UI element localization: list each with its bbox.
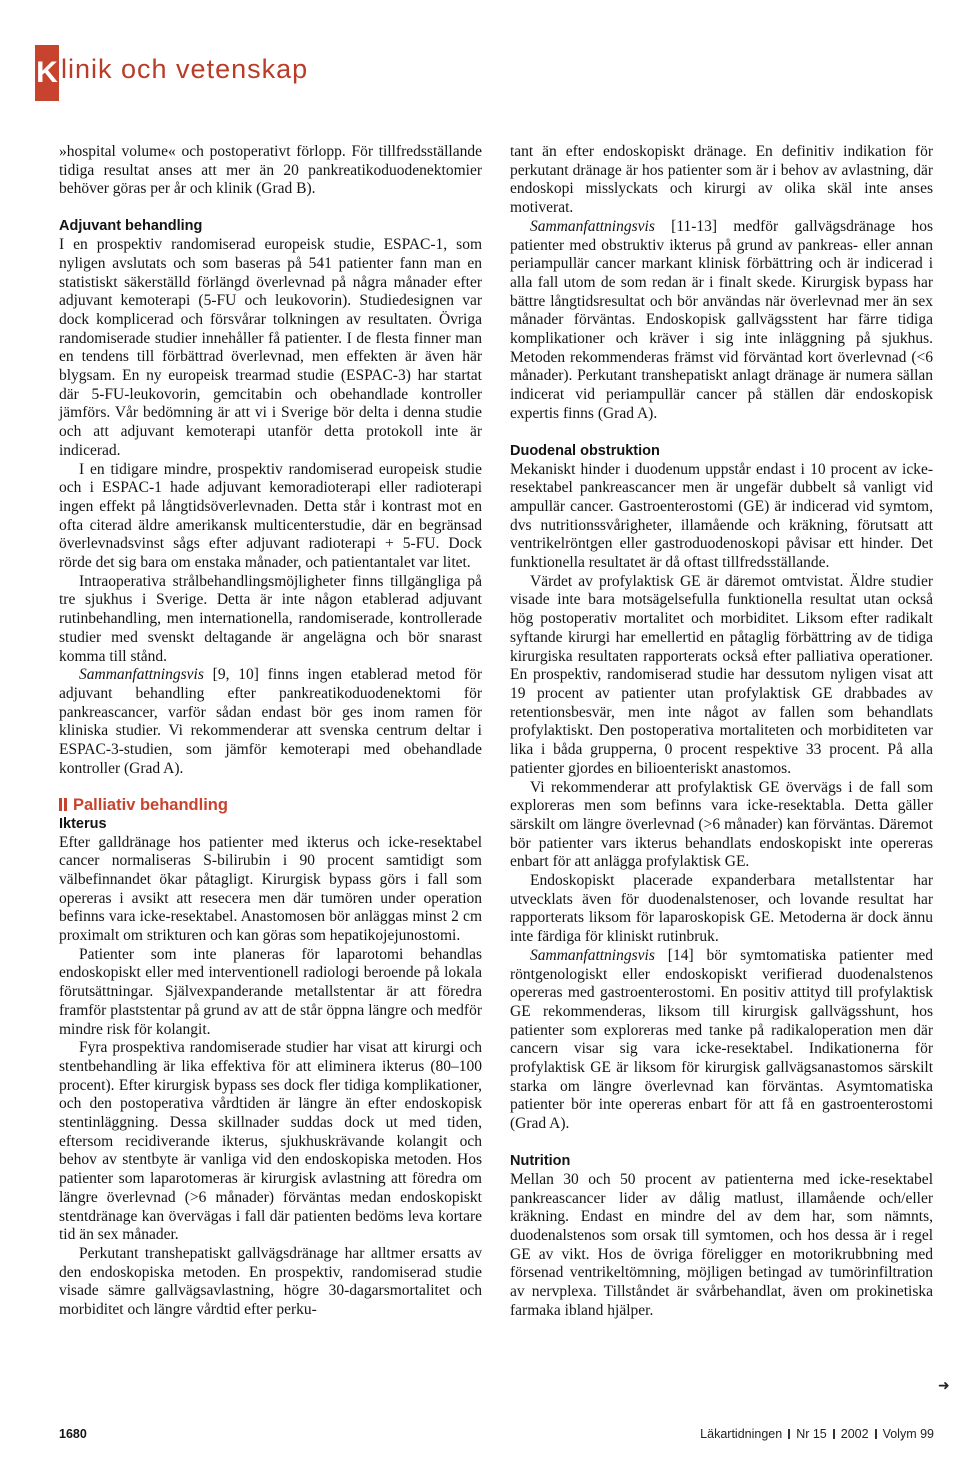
page-header bbox=[0, 0, 960, 100]
separator bbox=[833, 1429, 835, 1439]
paragraph: tant än efter endoskopiskt dränage. En definitiv indikation för perkutant dränage är hos patienter som är i behov av avlastning, där endoskopi misslyckats och kirurgi av olika skäl inte anses motiverat. bbox=[510, 143, 933, 217]
journal-name: Läkartidningen bbox=[700, 1427, 783, 1441]
separator bbox=[788, 1429, 790, 1439]
paragraph bbox=[510, 218, 933, 424]
left-column bbox=[59, 143, 482, 1320]
paragraph: Patienter som inte planeras för laparotomi behandlas endoskopiskt eller med interventionell radiologi beroende på lokala förutsättningar. Självexpanderande metallstentar är att föredra framför plaststentar på grund av att de står öppna längre och medför mindre risk för kolangit. bbox=[59, 945, 482, 1038]
arrow-right-icon: ➜ bbox=[938, 1378, 950, 1394]
subheading-adjuvant: Adjuvant behandling bbox=[59, 218, 203, 235]
paragraph bbox=[510, 947, 933, 1134]
year: 2002 bbox=[840, 1427, 869, 1441]
right-column bbox=[510, 143, 933, 1320]
paragraph: Mellan 30 och 50 procent av patienterna med icke-resektabel pankreascancer lider av dålig matlust, illamående och/eller kräkning. Endast en mindre del av dem har, som nämnts, duodenalstenos som orsak till symtomen, och hos dessa är i regel GE av vikt. Hos de övriga föreligger en motorikrubbning med försenad ventrikeltömning, möjligen betingad av tumörinfiltration av nervplexa. Tillståndet är svårbehandlat, även om prokinetiska farmaka ibland hjälper. bbox=[510, 1170, 933, 1319]
subheading-nutrition: Nutrition bbox=[510, 1152, 571, 1169]
paragraph: Intraoperativa strålbehandlingsmöjligheter finns tillgängliga på tre sjukhus i Sverige. Detta är inte någon etablerad adjuvant rutinbehandling, men internationella, randomiserade, kontrollerade studier med svenskt deltagande är angelägna och bör snarast komma till stånd. bbox=[59, 572, 482, 665]
paragraph: I en tidigare mindre, prospektiv randomiserad europeisk studie och i ESPAC-1 hade adjuvant kemoradioterapi eller radioterapi ingen effekt på långtidsöverlevnaden. Detta står i kontrast mot en ofta citerad äldre amerikansk multicenterstudie, där en begränsad överlevnadsvinst sågs efter adjuvant radioterapi + 5-FU. Dock rörde det sig bara om enstaka månader, och patientantalet var litet. bbox=[59, 460, 482, 572]
summary-text: [11-13] medför gallvägsdränage hos patienter med obstruktiv ikterus på grund av pankreas- eller annan periampullär cancer markant klinisk förbättring och är indicerad i alla fall utom de som redan är i finalt skede. Kirurgisk bypass har bättre långtidsresultat och bör användas när överlevnad mer än sex månader förväntas. Endoskopisk gallvägsstent har färre tidiga komplikationer och kräver i sig inte inläggning på sjukhus. Metoden rekommenderas främst vid förväntad kort överlevnad (<6 månader). Perkutant transhepatiskt anlagt dränage är numera sällan indicerat vid periampullär cancer på ställen där endoskopisk expertis finns (Grad A). bbox=[510, 217, 933, 422]
journal-footer bbox=[700, 1427, 934, 1441]
section-marker-icon bbox=[59, 795, 69, 815]
summary-label: Sammanfattningsvis bbox=[79, 666, 204, 684]
section-heading bbox=[59, 795, 482, 815]
paragraph: Endoskopiskt placerade expanderbara metallstentar har utvecklats även för duodenalstenoser, och lovande resultat har rapporterats liksom för laparoskopisk GE. Metoderna är dock ännu inte färdiga för kliniskt rutinbruk. bbox=[510, 872, 933, 946]
summary-text: [9, 10] finns ingen etablerad metod för adjuvant behandling efter pankreatikoduodenektomi för pankreascancer, varför sådan endast bör ges inom ramen för kliniska studier. Vi rekommenderar att svenska centrum deltar i ESPAC-3-studien, som jämför kemoterapi med obehandlade kontroller (Grad A). bbox=[59, 666, 482, 777]
summary-label: Sammanfattningsvis bbox=[530, 217, 655, 235]
summary-text: [14] bör symtomatiska patienter med röntgenologiskt eller endoskopiskt verifierad duodenalstenos opereras med gastroenterostomi. En positiv attityd till profylaktisk GE rekommenderas, liksom till kirurgisk gallvägsshunt, hos patienter som exploreras med tanke på radikaloperation men där cancern visar sig vara icke-resektabel. Indikationerna för profylaktisk GE är liksom för kirurgisk gallvägsanastomos särskilt starka om längre överlevnad kan förväntas. Asymtomatiska patienter bör inte opereras enbart för att få en gastroenterostomi (Grad A). bbox=[510, 946, 933, 1133]
separator bbox=[875, 1429, 877, 1439]
paragraph: I en prospektiv randomiserad europeisk studie, ESPAC-1, som nyligen avslutats och som baseras på 541 patienter fann man en statistiskt säkerställd förlängd överlevnad på några månader efter adjuvant kemoterapi (5-FU och leukovorin). Studiedesignen var dock komplicerad och försvårar tolkningen av resultaten. Övriga randomiserade studier innehåller få patienter. I de flesta finner man en tendens till förbättrad överlevnad, men effekten är även här blygsam. En ny europeisk trearmad studie (ESPAC-3) har startat där 5-FU-leukovorin, gemcitabin och obehandlade kontroller jämförs. Vår bedömning är att vi i Sverige bör delta i denna studie och att adjuvant kemoterapi utanför detta protokoll inte är indicerad. bbox=[59, 236, 482, 459]
section-initial: K bbox=[35, 45, 59, 101]
subheading-ikterus: Ikterus bbox=[59, 815, 107, 832]
issue-number: Nr 15 bbox=[796, 1427, 827, 1441]
section-title: linik och vetenskap bbox=[61, 54, 309, 84]
page-number: 1680 bbox=[59, 1427, 87, 1441]
summary-label: Sammanfattningsvis bbox=[530, 946, 655, 964]
paragraph: Vi rekommenderar att profylaktisk GE övervägs i de fall som exploreras men som befinns vara icke-resektabla. Detta gäller särskilt om längre överlevnad (>6 månader) kan förväntas. Däremot bör patienter vars ikterus behandlats endoskopiskt inte opereras enbart för att anlägga profylaktisk GE. bbox=[510, 778, 933, 871]
section-heading-text: Palliativ behandling bbox=[73, 795, 228, 814]
subheading-duodenal: Duodenal obstruktion bbox=[510, 442, 660, 459]
paragraph: Perkutant transhepatiskt gallvägsdränage har alltmer ersatts av den endoskopiska metoden. En prospektiv, randomiserad studie visade sämre gallvägsavlastning, högre 30-dagarsmortalitet och morbiditet och längre vårdtid efter perku- bbox=[59, 1244, 482, 1319]
paragraph bbox=[59, 666, 482, 778]
paragraph: »hospital volume« och postoperativt förlopp. För tillfredsställande tidiga resultat anses att mer än 20 pankreatikoduodenektomier behöver göras per år och klinik (Grad B). bbox=[59, 143, 482, 198]
paragraph: Värdet av profylaktisk GE är däremot omtvistat. Äldre studier visade inte bara motsägelsefulla funktionella resultat utan också hög postoperativ mortalitet och morbiditet. Liksom efter radikalt syftande kirurgi har emellertid en påtaglig förbättring av de tidiga kirurgiska resultaten rapporterats också efter palliativa operationer. En prospektiv, randomiserad studie har dessutom nyligen visat att 19 procent av patienter utan profylaktisk GE drabbades av retentionsbesvär, men inte något av fallen som behandlats profylaktiskt. Den postoperativa mortaliteten och morbiditeten var lika i båda grupperna, 0 procent respektive 33 procent. På alla patienter gjordes en bilioenteriskt anastomos. bbox=[510, 572, 933, 777]
paragraph: Fyra prospektiva randomiserade studier har visat att kirurgi och stentbehandling är lika effektiva för att eliminera ikterus (80–100 procent). Efter kirurgisk bypass ses dock fler tidiga komplikationer, och den postoperativa vårdtiden är längre än efter endoskopisk stentinläggning. Dessa skillnader suddas dock ut med tiden, eftersom recidiverande ikterus, sjukhuskrävande kolangit och behov av stentbyte är vanliga vid den endoskopiska metoden. Hos patienter som laparotomeras är kirurgisk avlastning att föredra om längre överlevnad (>6 månader) förväntas medan endoskopiskt stentdränage kan övervägas i fall där patienten bedöms leva kortare tid än sex månader. bbox=[59, 1039, 482, 1244]
paragraph: Efter galldränage hos patienter med ikterus och icke-resektabel cancer normaliseras S-bilirubin i 90 procent samtidigt som välbefinnandet ökar påtagligt. Kirurgisk bypass görs i fall som opereras i avsikt att resecera men där tumören under operation befinns vara icke-resektabel. Anastomosen bör anläggas minst 2 cm proximalt om strikturen och kan göras som hepatikojejunostomi. bbox=[59, 833, 482, 945]
paragraph: Mekaniskt hinder i duodenum uppstår endast i 10 procent av icke-resektabel pankreascancer men är ungefär dubbelt så vanligt vid ampullär cancer. Gastroenterostomi (GE) är indicerad vid symtom, dvs nutritionssvårigheter, illamående och kräkning, förutsatt att ventrikelröntgen eller gastroduodenoskopi påvisar ett hinder. Det funktionella resultatet är då oftast tillfredsställande. bbox=[510, 460, 933, 572]
volume: Volym 99 bbox=[882, 1427, 934, 1441]
